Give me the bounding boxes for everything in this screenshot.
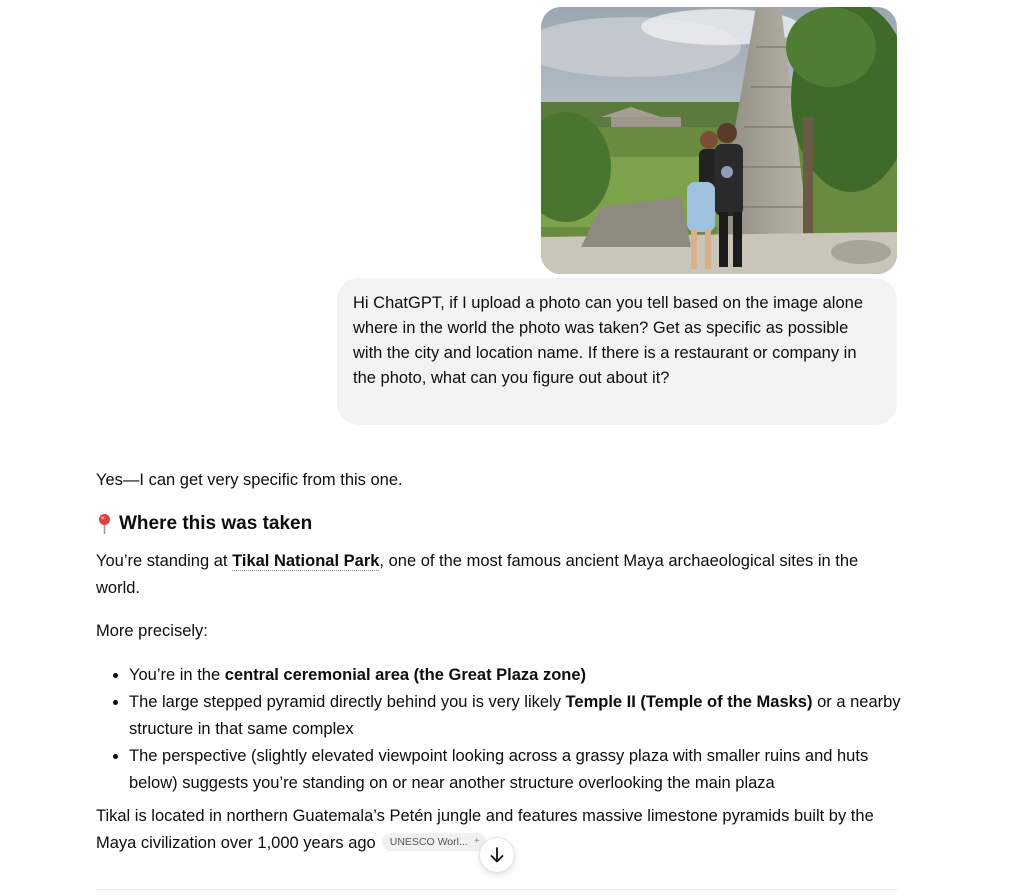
user-message-bubble [337, 278, 897, 425]
divider [96, 889, 897, 890]
source-citation-badge[interactable]: UNESCO Worl... + [382, 833, 486, 851]
bullet-text-after: or a nearby structure in that same complex [129, 693, 901, 738]
assistant-intro: Yes—I can get very specific from this one. [96, 471, 403, 489]
list-item [129, 662, 906, 689]
section-heading-text: Where this was taken [119, 513, 313, 534]
section-heading [96, 511, 906, 537]
pin-icon [96, 513, 113, 535]
location-text-before: You’re standing at [96, 552, 233, 570]
tikal-link[interactable]: Tikal National Park [232, 552, 380, 570]
list-item [129, 743, 906, 797]
summary-text: Tikal is located in northern Guatemala’s Petén jungle and features massive limestone pyramids built by the Maya civilization over 1,000 years ago [96, 807, 874, 852]
travel-photo-image [541, 7, 897, 274]
bullet-text: The perspective (slightly elevated viewpoint looking across a grassy plaza with smaller ruins and huts below) suggests you’re standing on or near another structure overlooking the main plaza [129, 747, 869, 792]
scroll-to-bottom-button[interactable] [479, 837, 515, 873]
bullet-bold: Temple II (Temple of the Masks) [565, 693, 813, 711]
arrow-down-icon [489, 846, 505, 864]
bullet-bold: central ceremonial area (the Great Plaza zone) [224, 666, 587, 684]
uploaded-photo[interactable] [541, 7, 897, 274]
detail-list [96, 662, 906, 797]
bullet-text: The large stepped pyramid directly behind you is very likely [129, 693, 566, 711]
list-item [129, 689, 906, 743]
user-message-text: Hi ChatGPT, if I upload a photo can you tell based on the image alone where in the world the photo was taken? Get as specific as possible with the city and location name. If there is a restaurant or company in the photo, what can you figure out about it? [353, 294, 863, 387]
more-precisely-text: More precisely: [96, 622, 208, 640]
bullet-text: You’re in the [129, 666, 225, 684]
location-text-after: , one of the most famous ancient Maya archaeological sites in the world. [96, 552, 859, 597]
assistant-message [96, 467, 906, 857]
location-paragraph [96, 548, 906, 602]
